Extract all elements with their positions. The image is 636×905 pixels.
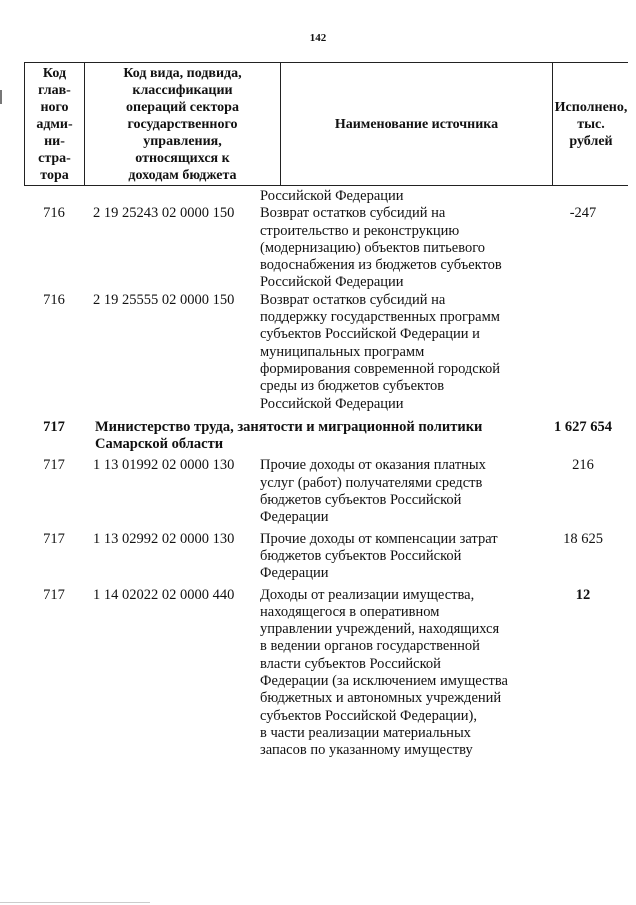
scan-margin-mark	[0, 90, 2, 104]
classification-code: 1 13 02992 02 0000 130	[93, 530, 235, 547]
admin-code: 717	[43, 530, 65, 547]
table-header	[24, 62, 628, 186]
admin-code: 717	[43, 586, 65, 603]
admin-code: 717	[43, 457, 65, 474]
executed-amount: -247	[569, 205, 597, 222]
executed-amount: 1 627 654	[554, 418, 612, 435]
executed-amount: 12	[575, 586, 591, 603]
header-source-name: Наименование источника	[281, 63, 553, 185]
admin-code: 716	[43, 205, 65, 222]
classification-code: 1 13 01992 02 0000 130	[93, 457, 235, 474]
source-name: Возврат остатков субсидий на поддержку государственных программ субъектов Российской Федерации и муниципальных программ формирования современной городской среды из бюджетов субъектов Российской Федерации	[260, 291, 501, 412]
page-number: 142	[309, 32, 327, 44]
classification-code: 2 19 25243 02 0000 150	[93, 205, 235, 222]
table-row	[24, 205, 628, 291]
table-row	[24, 587, 628, 760]
admin-code: 717	[43, 418, 65, 435]
table-row-continuation	[24, 188, 628, 205]
admin-code: 716	[43, 291, 65, 308]
executed-amount: 18 625	[563, 530, 603, 547]
table-row	[24, 531, 628, 583]
table-row	[24, 457, 628, 526]
source-name: Возврат остатков субсидий на строительство и реконструкцию (модернизацию) объектов питьевого водоснабжения из бюджетов субъектов Российской Федерации	[260, 205, 502, 291]
classification-code: 2 19 25555 02 0000 150	[93, 291, 235, 308]
header-admin-code: Код глав- ного адми- ни- стра- тора	[25, 63, 85, 185]
source-name: Российской Федерации	[260, 188, 404, 204]
header-classification-code: Код вида, подвида, классификации операций сектора государственного управления, относящихся к доходам бюджета	[85, 63, 281, 185]
classification-code: 1 14 02022 02 0000 440	[93, 586, 235, 603]
source-name: Доходы от реализации имущества, находящегося в оперативном управлении учреждений, находящихся в ведении органов государственной власти субъектов Российской Федерации (за исключением имущества бюджетных и автономных учреждений субъектов Российской Федерации), в части реализации материальных запасов по указанному имуществу	[260, 586, 508, 759]
scan-bottom-line	[0, 902, 150, 903]
table-row	[24, 292, 628, 413]
header-executed-amount: Исполнено, тыс. рублей	[554, 99, 628, 149]
table-body	[24, 188, 628, 760]
executed-amount: 216	[572, 457, 594, 474]
source-name: Прочие доходы от компенсации затрат бюджетов субъектов Российской Федерации	[260, 530, 498, 582]
table-row-ministry	[24, 419, 628, 454]
source-name: Прочие доходы от оказания платных услуг (работ) получателями средств бюджетов субъектов Российской Федерации	[260, 457, 486, 526]
ministry-name: Министерство труда, занятости и миграционной политики Самарской области	[95, 418, 483, 453]
